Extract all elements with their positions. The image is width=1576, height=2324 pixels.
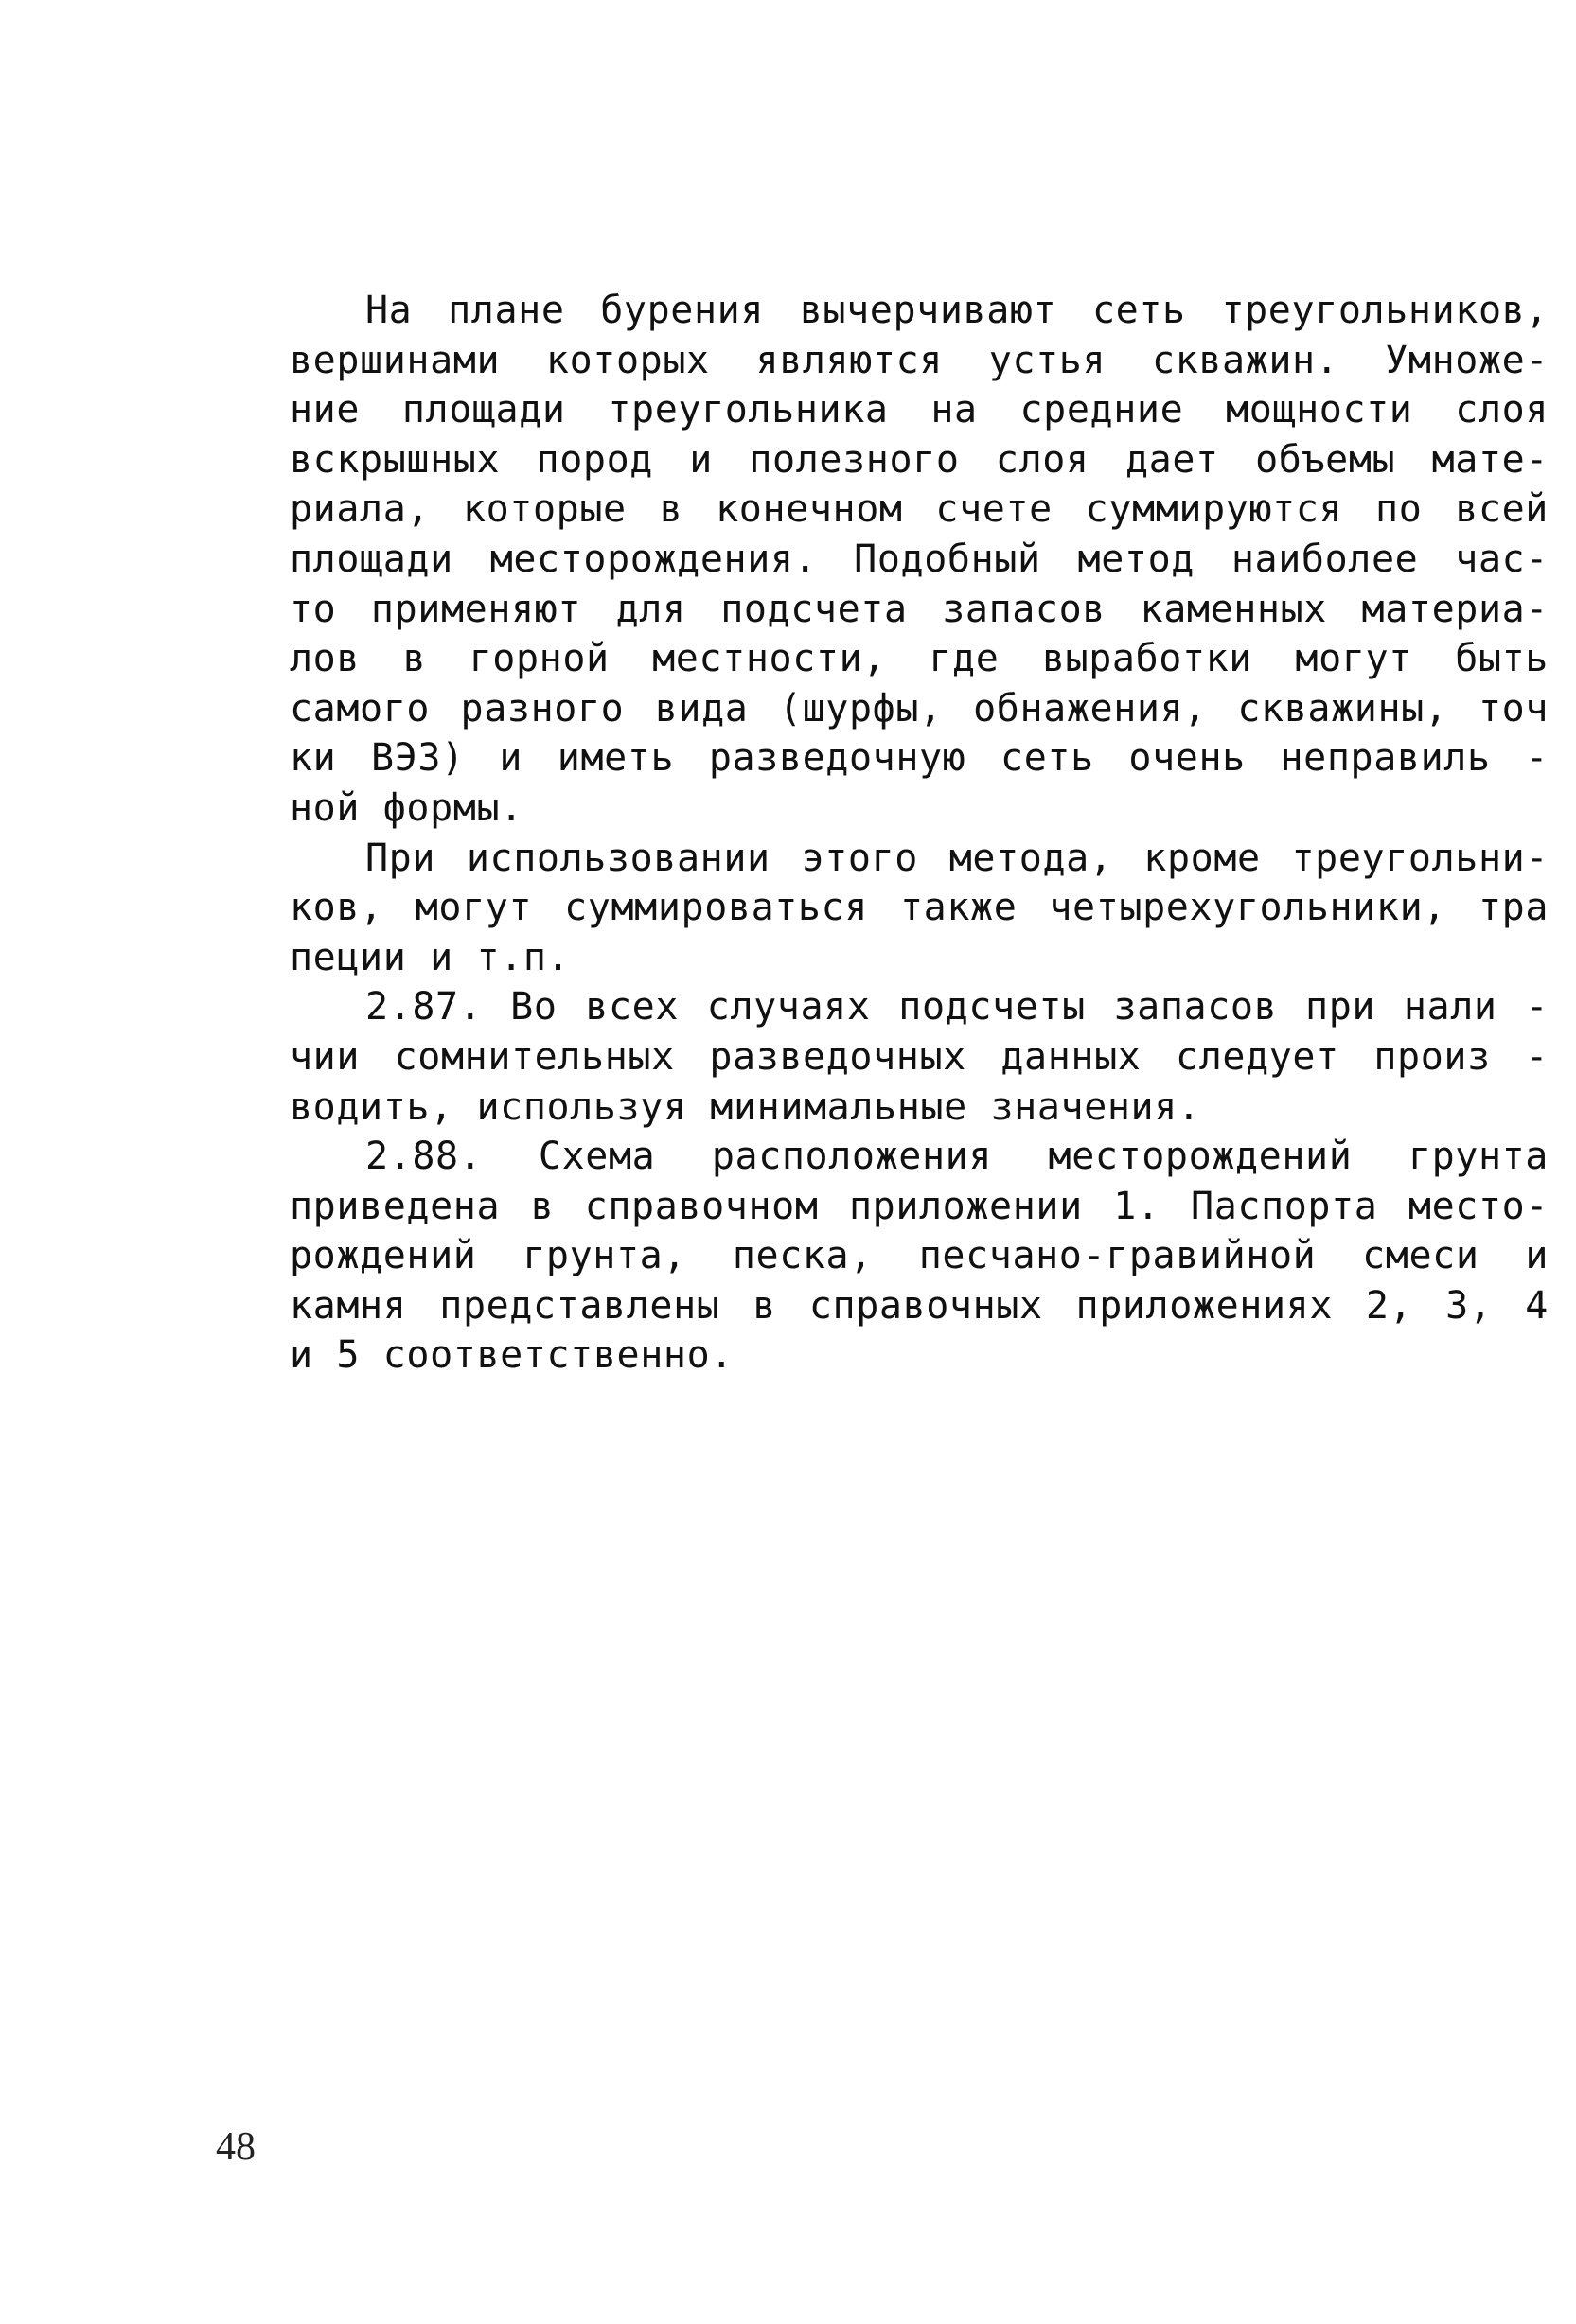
text-line: лов в горной местности, где выработки могут быть	[290, 637, 1549, 681]
text-line: то применяют для подсчета запасов каменных материа-	[290, 587, 1549, 631]
text-line: ние площади треугольника на средние мощности слоя	[290, 388, 1549, 432]
body-text	[290, 286, 1549, 1381]
text-line: камня представлены в справочных приложениях 2, 3, 4	[290, 1283, 1549, 1328]
text-line: самого разного вида (шурфы, обнажения, скважины, точ	[290, 686, 1549, 731]
text-line: 2.87. Во всех случаях подсчеты запасов при нали -	[365, 985, 1549, 1030]
page-number: 48	[216, 2125, 256, 2169]
text-line: риала, которые в конечном счете суммируются по всей	[290, 487, 1549, 532]
text-line: На плане бурения вычерчивают сеть треугольников,	[365, 289, 1549, 332]
text-line: чии сомнительных разведочных данных следует произ -	[290, 1034, 1549, 1079]
text-line: вершинами которых являются устья скважин. Умноже-	[290, 338, 1549, 382]
text-line: водить, используя минимальные значения.	[290, 1084, 1201, 1129]
text-line: При использовании этого метода, кроме треугольни-	[365, 836, 1549, 880]
text-line: ков, могут суммироваться также четырехугольники, тра	[290, 886, 1549, 930]
text-line: площади месторождения. Подобный метод наиболее час-	[290, 537, 1549, 581]
text-line: ной формы.	[290, 785, 523, 830]
text-line: 2.88. Схема расположения месторождений грунта	[365, 1135, 1549, 1179]
text-line: вскрышных пород и полезного слоя дает объемы мате-	[290, 437, 1549, 482]
text-line: приведена в справочном приложении 1. Паспорта место-	[290, 1184, 1549, 1228]
text-line: рождений грунта, песка, песчано-гравийной смеси и	[290, 1234, 1549, 1278]
text-line: пеции и т.п.	[290, 935, 571, 979]
text-line: и 5 соответственно.	[290, 1333, 734, 1378]
text-line: ки ВЭЗ) и иметь разведочную сеть очень неправиль -	[290, 736, 1549, 781]
